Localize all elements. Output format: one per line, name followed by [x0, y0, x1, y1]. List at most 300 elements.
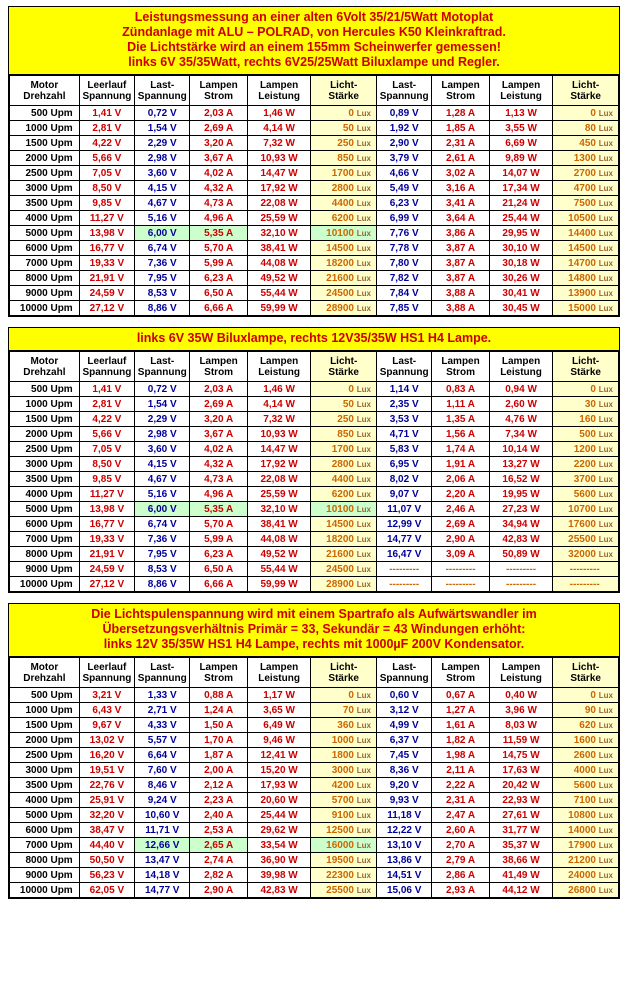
table-cell: 7000 Upm — [10, 838, 80, 853]
table-cell: 3,21 V — [79, 688, 134, 703]
lux-unit: Lux — [356, 273, 371, 283]
column-header-line: Spannung — [379, 90, 429, 102]
table-row — [10, 778, 619, 793]
table-cell: 1800 Lux — [311, 748, 377, 763]
lux-unit: Lux — [356, 399, 371, 409]
table-cell: 3,12 V — [377, 703, 432, 718]
column-header — [432, 658, 489, 688]
table-cell: 1,46 W — [247, 106, 311, 121]
table-cell: 5,49 V — [377, 181, 432, 196]
table-cell: --------- — [432, 577, 489, 592]
column-header — [190, 76, 247, 106]
table-cell: 8,86 V — [135, 577, 190, 592]
table-cell: 2,81 V — [79, 121, 134, 136]
measurement-block — [8, 327, 620, 593]
table-cell: 11,07 V — [377, 502, 432, 517]
table-cell: 5,99 A — [190, 532, 247, 547]
table-cell: 20,42 W — [489, 778, 553, 793]
table-cell: 3500 Upm — [10, 778, 80, 793]
table-cell: 6000 Upm — [10, 823, 80, 838]
table-cell: 3,60 V — [135, 166, 190, 181]
table-row — [10, 823, 619, 838]
table-cell: 17900 Lux — [553, 838, 619, 853]
table-cell: 7,60 V — [135, 763, 190, 778]
table-cell: 14500 Lux — [553, 241, 619, 256]
lux-unit: Lux — [598, 228, 613, 238]
table-cell: 32,10 W — [247, 502, 311, 517]
table-cell: 2,46 A — [432, 502, 489, 517]
lux-unit: Lux — [356, 765, 371, 775]
table-cell: 2,35 V — [377, 397, 432, 412]
table-cell: 5600 Lux — [553, 487, 619, 502]
column-header-line: Motor — [30, 355, 59, 367]
column-header-line: Stärke — [570, 90, 601, 102]
column-header-line: Lampen — [501, 355, 541, 367]
lux-unit: Lux — [356, 825, 371, 835]
table-cell: 9,46 W — [247, 733, 311, 748]
table-cell: 1000 Upm — [10, 121, 80, 136]
table-cell: 6,50 A — [190, 286, 247, 301]
table-cell: 4,22 V — [79, 412, 134, 427]
table-header-row — [10, 352, 619, 382]
table-cell: 42,83 W — [489, 532, 553, 547]
table-cell: 2700 Lux — [553, 166, 619, 181]
table-cell: 6,23 A — [190, 271, 247, 286]
table-cell: 26800 Lux — [553, 883, 619, 898]
table-cell: 28900 Lux — [311, 301, 377, 316]
table-cell: --------- — [377, 577, 432, 592]
lux-unit: Lux — [356, 414, 371, 424]
table-row — [10, 883, 619, 898]
table-cell: 6,99 V — [377, 211, 432, 226]
table-cell: 4700 Lux — [553, 181, 619, 196]
column-header — [311, 352, 377, 382]
column-header-line: Licht- — [330, 79, 358, 91]
table-cell: 4400 Lux — [311, 196, 377, 211]
table-cell: 5000 Upm — [10, 226, 80, 241]
table-cell: 3,55 W — [489, 121, 553, 136]
table-cell: 3,87 A — [432, 271, 489, 286]
table-cell: 7,32 W — [247, 136, 311, 151]
table-cell: 8,36 V — [377, 763, 432, 778]
table-cell: 6,74 V — [135, 241, 190, 256]
table-cell: 10100 Lux — [311, 502, 377, 517]
table-row — [10, 487, 619, 502]
column-header — [135, 658, 190, 688]
table-cell: 35,37 W — [489, 838, 553, 853]
table-cell: 12,99 V — [377, 517, 432, 532]
lux-unit: Lux — [598, 273, 613, 283]
table-cell: 24,59 V — [79, 286, 134, 301]
table-cell: 19,33 V — [79, 256, 134, 271]
table-cell: 10000 Upm — [10, 301, 80, 316]
table-cell: 1,56 A — [432, 427, 489, 442]
lux-unit: Lux — [598, 399, 613, 409]
table-cell: 14,18 V — [135, 868, 190, 883]
lux-unit: Lux — [598, 549, 613, 559]
table-cell: 9,20 V — [377, 778, 432, 793]
lux-unit: Lux — [598, 474, 613, 484]
lux-unit: Lux — [356, 153, 371, 163]
column-header-line: Lampen — [501, 79, 541, 91]
table-cell: 0 Lux — [311, 106, 377, 121]
lux-unit: Lux — [356, 855, 371, 865]
table-cell: 2,12 A — [190, 778, 247, 793]
table-cell: 5,16 V — [135, 211, 190, 226]
table-cell: 22,08 W — [247, 196, 311, 211]
table-cell: 14,77 V — [377, 532, 432, 547]
table-cell: 50,89 W — [489, 547, 553, 562]
column-header — [79, 352, 134, 382]
table-cell: 8,50 V — [79, 181, 134, 196]
table-cell: 4,73 A — [190, 196, 247, 211]
lux-unit: Lux — [356, 885, 371, 895]
table-cell: 2500 Upm — [10, 166, 80, 181]
column-header-line: Licht- — [330, 355, 358, 367]
lux-unit: Lux — [598, 384, 613, 394]
table-cell: 2,70 A — [432, 838, 489, 853]
lux-unit: Lux — [356, 303, 371, 313]
table-cell: 14,47 W — [247, 442, 311, 457]
table-cell: 2,98 V — [135, 151, 190, 166]
column-header — [377, 76, 432, 106]
table-cell: 6,23 V — [377, 196, 432, 211]
table-cell: 0,88 A — [190, 688, 247, 703]
column-header-line: Spannung — [137, 366, 187, 378]
table-cell: 8000 Upm — [10, 547, 80, 562]
lux-unit: Lux — [598, 138, 613, 148]
table-cell: 1500 Upm — [10, 412, 80, 427]
column-header-line: Lampen — [199, 661, 238, 673]
table-cell: 2,47 A — [432, 808, 489, 823]
lux-unit: Lux — [598, 183, 613, 193]
table-cell: 4,67 V — [135, 196, 190, 211]
column-header-line: Leistung — [500, 672, 542, 684]
table-cell: 27,12 V — [79, 577, 134, 592]
table-cell: 2,61 A — [432, 151, 489, 166]
column-header — [377, 658, 432, 688]
table-cell: 1300 Lux — [553, 151, 619, 166]
table-cell: 17,93 W — [247, 778, 311, 793]
column-header-line: Lampen — [199, 355, 238, 367]
table-header-row — [10, 658, 619, 688]
column-header-line: Strom — [204, 672, 234, 684]
table-cell: 21600 Lux — [311, 271, 377, 286]
column-header-line: Motor — [30, 79, 59, 91]
table-cell: 4,14 W — [247, 397, 311, 412]
lux-unit: Lux — [356, 720, 371, 730]
table-cell: 1,27 A — [432, 703, 489, 718]
column-header-line: Last- — [392, 355, 417, 367]
lux-unit: Lux — [356, 288, 371, 298]
table-cell: 2,71 V — [135, 703, 190, 718]
table-cell: 13,02 V — [79, 733, 134, 748]
column-header-line: Strom — [446, 90, 476, 102]
table-row — [10, 151, 619, 166]
table-cell: 17,63 W — [489, 763, 553, 778]
table-cell: 5,99 A — [190, 256, 247, 271]
table-cell: 6,00 V — [135, 226, 190, 241]
lux-unit: Lux — [356, 534, 371, 544]
table-cell: 1,91 A — [432, 457, 489, 472]
table-cell: 4,99 V — [377, 718, 432, 733]
table-cell: 3,67 A — [190, 151, 247, 166]
table-row — [10, 838, 619, 853]
table-cell: 14,77 V — [135, 883, 190, 898]
lux-unit: Lux — [356, 564, 371, 574]
table-cell: 2,90 A — [432, 532, 489, 547]
table-cell: 27,23 W — [489, 502, 553, 517]
table-cell: 8,50 V — [79, 457, 134, 472]
table-row — [10, 703, 619, 718]
column-header-line: Strom — [204, 90, 234, 102]
table-cell: 0 Lux — [553, 688, 619, 703]
table-row — [10, 181, 619, 196]
table-cell: 1,61 A — [432, 718, 489, 733]
table-cell: 2,69 A — [190, 397, 247, 412]
table-cell: 19,33 V — [79, 532, 134, 547]
table-cell: 1,41 V — [79, 106, 134, 121]
table-cell: 14,47 W — [247, 166, 311, 181]
table-cell: 6,50 A — [190, 562, 247, 577]
table-cell: 500 Upm — [10, 382, 80, 397]
table-cell: 2,90 V — [377, 136, 432, 151]
table-cell: 850 Lux — [311, 427, 377, 442]
table-cell: 27,12 V — [79, 301, 134, 316]
table-cell: 7,80 V — [377, 256, 432, 271]
lux-unit: Lux — [356, 474, 371, 484]
table-cell: 12500 Lux — [311, 823, 377, 838]
table-cell: 2000 Upm — [10, 733, 80, 748]
table-row — [10, 562, 619, 577]
table-cell: 0 Lux — [311, 382, 377, 397]
column-header-line: Lampen — [441, 79, 480, 91]
measurement-blocks — [8, 6, 620, 899]
table-row — [10, 853, 619, 868]
lux-unit: Lux — [598, 288, 613, 298]
table-cell: 10800 Lux — [553, 808, 619, 823]
table-cell: --------- — [432, 562, 489, 577]
lux-unit: Lux — [598, 765, 613, 775]
table-cell: 9,93 V — [377, 793, 432, 808]
column-header-line: Lampen — [259, 355, 299, 367]
table-cell: 80 Lux — [553, 121, 619, 136]
column-header — [135, 352, 190, 382]
table-cell: 2,31 A — [432, 136, 489, 151]
table-cell: 8,86 V — [135, 301, 190, 316]
table-cell: 0,94 W — [489, 382, 553, 397]
table-cell: 3700 Lux — [553, 472, 619, 487]
table-cell: 24500 Lux — [311, 286, 377, 301]
column-header-line: Leistung — [258, 366, 300, 378]
table-row — [10, 121, 619, 136]
table-row — [10, 301, 619, 316]
table-cell: 13,47 V — [135, 853, 190, 868]
table-row — [10, 442, 619, 457]
table-cell: 2,79 A — [432, 853, 489, 868]
lux-unit: Lux — [598, 825, 613, 835]
table-cell: 4,14 W — [247, 121, 311, 136]
table-cell: 36,90 W — [247, 853, 311, 868]
table-cell: 50 Lux — [311, 397, 377, 412]
table-cell: 49,52 W — [247, 547, 311, 562]
table-cell: 9,89 W — [489, 151, 553, 166]
table-row — [10, 763, 619, 778]
table-cell: 10000 Upm — [10, 883, 80, 898]
table-cell: 2000 Upm — [10, 151, 80, 166]
table-cell: 10,93 W — [247, 427, 311, 442]
table-cell: 3,09 A — [432, 547, 489, 562]
table-cell: 22,76 V — [79, 778, 134, 793]
table-cell: 17,92 W — [247, 457, 311, 472]
table-cell: 25,59 W — [247, 487, 311, 502]
lux-unit: Lux — [356, 735, 371, 745]
table-cell: 2,93 A — [432, 883, 489, 898]
table-cell: 1,17 W — [247, 688, 311, 703]
table-cell: 8,46 V — [135, 778, 190, 793]
table-row — [10, 427, 619, 442]
table-cell: 2,23 A — [190, 793, 247, 808]
table-cell: 1,87 A — [190, 748, 247, 763]
lux-unit: Lux — [598, 258, 613, 268]
lux-unit: Lux — [598, 519, 613, 529]
table-cell: 15,20 W — [247, 763, 311, 778]
lux-unit: Lux — [356, 489, 371, 499]
lux-unit: Lux — [598, 489, 613, 499]
table-cell: 1,28 A — [432, 106, 489, 121]
table-cell: 24,59 V — [79, 562, 134, 577]
table-cell: 1,82 A — [432, 733, 489, 748]
table-cell: 1000 Upm — [10, 703, 80, 718]
table-cell: 1,50 A — [190, 718, 247, 733]
table-cell: 3,20 A — [190, 412, 247, 427]
table-cell: 3,87 A — [432, 256, 489, 271]
column-header-line: Licht- — [572, 79, 600, 91]
table-cell: 50,50 V — [79, 853, 134, 868]
table-cell: 10,60 V — [135, 808, 190, 823]
lux-unit: Lux — [356, 213, 371, 223]
table-cell: 14500 Lux — [311, 241, 377, 256]
column-header-line: Lampen — [441, 355, 480, 367]
table-cell: 0 Lux — [553, 106, 619, 121]
lux-unit: Lux — [356, 183, 371, 193]
table-cell: 0,72 V — [135, 382, 190, 397]
table-cell: 5,35 A — [190, 502, 247, 517]
lux-unit: Lux — [356, 168, 371, 178]
table-cell: 8000 Upm — [10, 271, 80, 286]
table-cell: 7500 Lux — [553, 196, 619, 211]
table-cell: 16,20 V — [79, 748, 134, 763]
table-cell: 10700 Lux — [553, 502, 619, 517]
table-cell: 2,11 A — [432, 763, 489, 778]
measurement-block — [8, 603, 620, 899]
table-cell: 6,66 A — [190, 577, 247, 592]
column-header — [377, 352, 432, 382]
table-cell: 32,20 V — [79, 808, 134, 823]
column-header — [135, 76, 190, 106]
column-header-line: Licht- — [572, 661, 600, 673]
column-header-line: Leistung — [500, 90, 542, 102]
table-cell: 1,98 A — [432, 748, 489, 763]
column-header-line: Stärke — [570, 366, 601, 378]
table-cell: 13,27 W — [489, 457, 553, 472]
column-header-line: Last- — [392, 661, 417, 673]
column-header-line: Lampen — [501, 661, 541, 673]
lux-unit: Lux — [356, 870, 371, 880]
table-cell: 49,52 W — [247, 271, 311, 286]
table-cell: 4,32 A — [190, 181, 247, 196]
table-cell: 4000 Upm — [10, 793, 80, 808]
lux-unit: Lux — [356, 123, 371, 133]
lux-unit: Lux — [598, 690, 613, 700]
table-cell: 1000 Lux — [311, 733, 377, 748]
table-cell: 3000 Upm — [10, 181, 80, 196]
column-header-line: Spannung — [137, 90, 187, 102]
column-header — [247, 76, 311, 106]
table-cell: 2,60 A — [432, 823, 489, 838]
table-cell: 7,05 V — [79, 442, 134, 457]
table-cell: 1,85 A — [432, 121, 489, 136]
table-row — [10, 286, 619, 301]
table-cell: 3,53 V — [377, 412, 432, 427]
table-cell: 1,54 V — [135, 397, 190, 412]
table-cell: 10000 Upm — [10, 577, 80, 592]
column-header — [247, 352, 311, 382]
block-title-line: Die Lichtstärke wird an einem 155mm Scheinwerfer gemessen! — [127, 40, 501, 54]
table-cell: 7,85 V — [377, 301, 432, 316]
table-cell: 2,69 A — [190, 121, 247, 136]
table-cell: 6200 Lux — [311, 487, 377, 502]
lux-unit: Lux — [598, 414, 613, 424]
column-header — [553, 76, 619, 106]
lux-unit: Lux — [356, 384, 371, 394]
table-cell: 850 Lux — [311, 151, 377, 166]
table-row — [10, 688, 619, 703]
table-cell: 44,08 W — [247, 532, 311, 547]
table-cell: 3000 Upm — [10, 457, 80, 472]
table-cell: 13900 Lux — [553, 286, 619, 301]
column-header — [489, 658, 553, 688]
block-title — [9, 604, 619, 657]
table-row — [10, 472, 619, 487]
column-header — [311, 658, 377, 688]
table-cell: 6,37 V — [377, 733, 432, 748]
column-header-line: Motor — [30, 661, 59, 673]
table-cell: 14800 Lux — [553, 271, 619, 286]
table-cell: 2,69 A — [432, 517, 489, 532]
lux-unit: Lux — [356, 810, 371, 820]
column-header-line: Last- — [150, 79, 175, 91]
table-cell: 2,81 V — [79, 397, 134, 412]
table-cell: 1,46 W — [247, 382, 311, 397]
column-header-line: Strom — [446, 366, 476, 378]
table-cell: --------- — [553, 562, 619, 577]
table-row — [10, 517, 619, 532]
table-cell: 21,91 V — [79, 547, 134, 562]
table-cell: 30,41 W — [489, 286, 553, 301]
table-cell: --------- — [377, 562, 432, 577]
table-cell: 13,98 V — [79, 226, 134, 241]
table-row — [10, 457, 619, 472]
table-cell: 4000 Upm — [10, 211, 80, 226]
lux-unit: Lux — [598, 750, 613, 760]
lux-unit: Lux — [356, 459, 371, 469]
table-row — [10, 532, 619, 547]
lux-unit: Lux — [598, 504, 613, 514]
table-cell: 5,66 V — [79, 427, 134, 442]
column-header — [79, 658, 134, 688]
table-cell: 15,06 V — [377, 883, 432, 898]
